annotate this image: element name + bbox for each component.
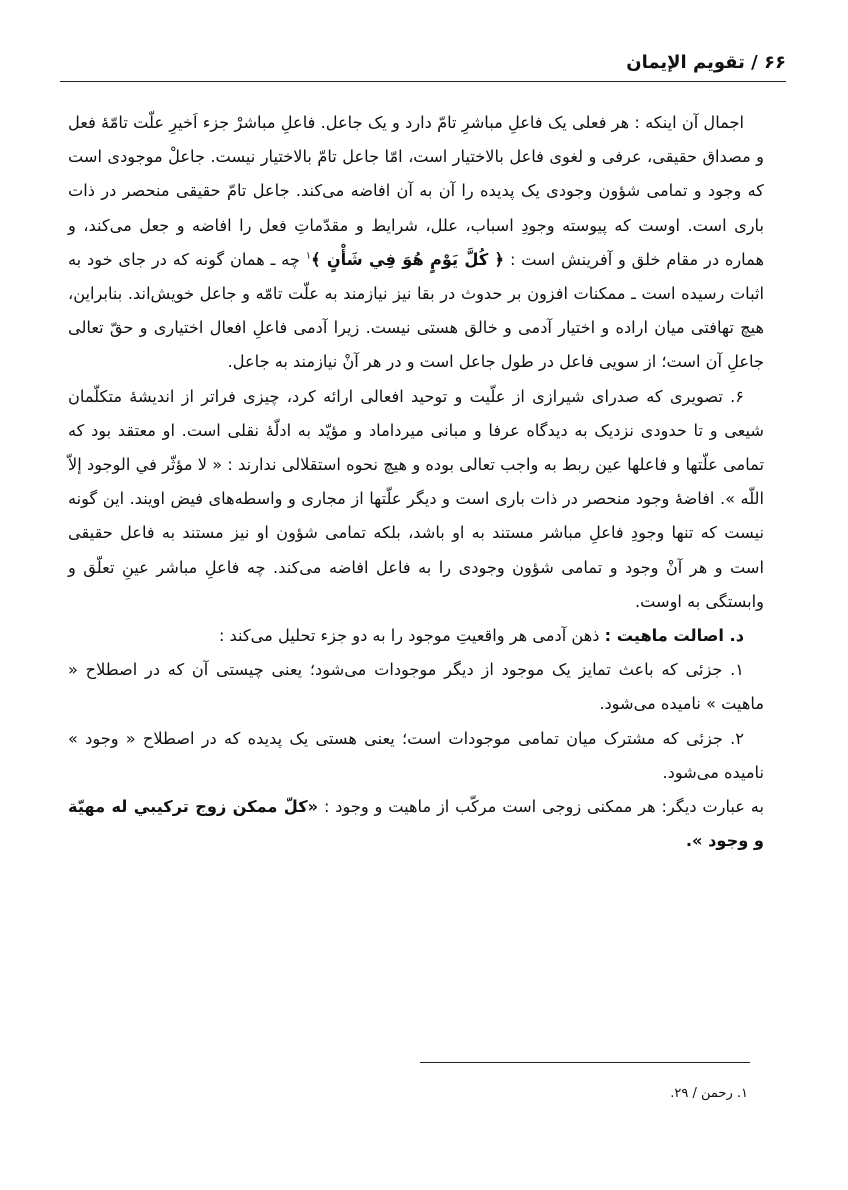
quran-verse: ﴿ كُلَّ يَوْمٍ هُوَ فِي شَأْنٍ ﴾: [311, 249, 505, 269]
paragraph-3-text: ذهن آدمی هر واقعیتِ موجود را به دو جزء تحلیل می‌کند :: [218, 626, 600, 646]
section-label: د. اصالت ماهیت :: [604, 626, 744, 646]
footnote: ۱. رحمن / ۲۹.: [670, 1086, 748, 1101]
paragraph-2: ۶. تصویری که صدرای شیرازی از علّیت و توحید افعالی ارائه کرد، چیزی فراتر از اندیشهٔ متکلّمان شیعی و تا حدودی نزدیک به دیدگاه عرفا و مبانی میرداماد و مؤیّد به ادلّهٔ نقلی است. او معتقد بود که تمامی علّتها و فاعلها عین ربط به واجب تعالی بوده و هیچ نحوه استقلالی ندارند : « لا مؤثّر في الوجود إلاّ اللّه ». افاضهٔ وجود منحصر در ذات باری است و دیگر علّتها از مجاری و واسطه‌های فیض اویند. این گونه نیست که تنها وجودِ فاعلِ مباشر مستند به او باشد، بلکه تمامی شؤون او نیز مستند به فاعل حقیقی است و هر آنْ وجود و تمامی شؤون وجودی را به فاعل افاضه می‌کند. چه فاعلِ مباشر عینِ تعلّق و وابستگی به اوست.: [68, 386, 764, 611]
paragraph-4: ۱. جزئی که باعث تمایز یک موجود از دیگر موجودات می‌شود؛ یعنی چیستی آن که در اصطلاح « ماهیت » نامیده می‌شود.: [68, 660, 764, 714]
header-separator: /: [751, 52, 758, 73]
footnote-ref: ۱: [305, 250, 312, 262]
running-header: [60, 48, 786, 82]
book-title: تقويم الإيمان: [626, 52, 745, 73]
paragraph-3: [68, 619, 764, 653]
paragraph-1-text-a: اجمال آن اینکه : هر فعلی یک فاعلِ مباشرِ تامّ دارد و یک جاعل. فاعلِ مباشرْ جزء اَخیرِ علّت تامّهٔ فعل و مصداق حقیقی، عرفی و لغوی فاعل بالاختیار است، امّا جاعل تامّ بالاختیار نیست. جاعلْ موجودی است که وجود و تمامی شؤون وجودی یک پدیده را آن به آن افاضه می‌کند. جاعل تامّ حقیقی منحصر در ذات باری است. اوست که پیوسته وجودِ اسباب، علل، شرایط و مقدّماتِ فعل را افاضه و جعل می‌کند، و هماره در مقام خلق و آفرینش است :: [68, 113, 765, 269]
header-rule: [60, 81, 786, 82]
paragraph-1-text-b: چه ـ همان گونه که در جای خود به اثبات رسیده است ـ ممکنات افزون بر حدوث در بقا نیز نیازمند به علّت تامّه و جاعل خویش‌اند. بنابراین، هیچ تهافتی میان اراده و اختیار آدمی و خالق هستی نیست. زیرا آدمی فاعلِ افعال اختیاری و حقّ تعالی جاعلِ آن است؛ از سویی فاعل در طول جاعل است و در هر آنْ نیازمند به جاعل.: [68, 249, 764, 372]
paragraph-6: [68, 790, 764, 858]
paragraph-5: ۲. جزئی که مشترک میان تمامی موجودات است؛ یعنی هستی یک پدیده که در اصطلاح « وجود » نامیده می‌شود.: [68, 728, 764, 782]
header-text: [626, 52, 786, 73]
footnote-rule: [420, 1062, 750, 1063]
body-text: [68, 106, 764, 858]
page-number: ۶۶: [764, 52, 786, 73]
arabic-quote: «كلّ ممكن زوج تركيبي له مهيّة و وجود ».: [68, 797, 764, 851]
paragraph-1: [68, 106, 764, 380]
paragraph-6-text: به عبارت دیگر: هر ممکنی زوجی است مرکّب از ماهیت و وجود :: [323, 797, 764, 817]
